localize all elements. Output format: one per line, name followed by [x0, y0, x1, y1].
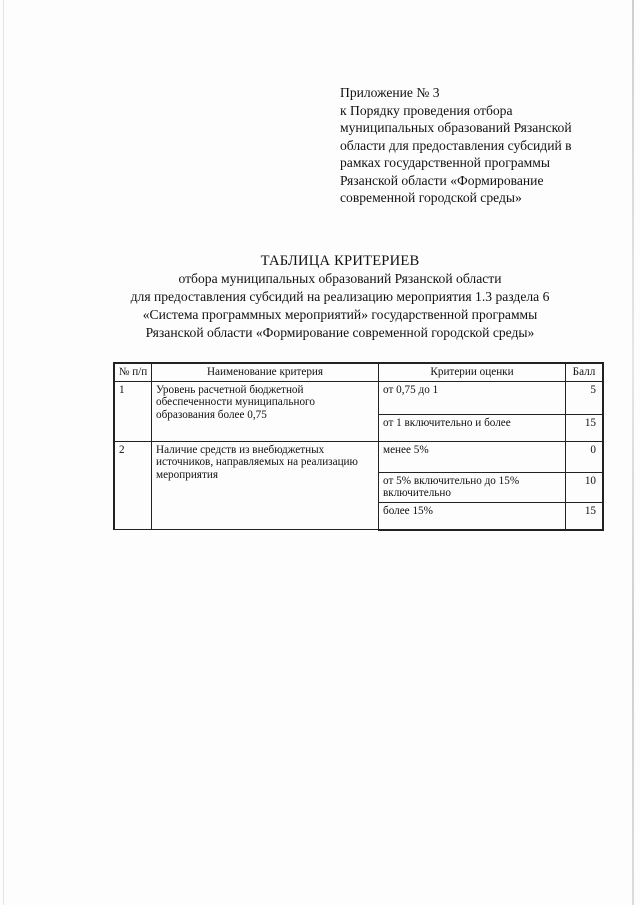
appendix-line: современной городской среды» — [340, 190, 522, 205]
evaluation-cell: от 5% включительно до 15% включительно — [379, 472, 566, 502]
criterion-name: Наличие средств из внебюджетных источников, направляемых на реализацию мероприятия — [152, 441, 379, 530]
document-heading — [60, 252, 620, 342]
criterion-num: 1 — [114, 381, 152, 441]
appendix-line: к Порядку проведения отбора — [340, 102, 513, 118]
criterion-name: Уровень расчетной бюджетной обеспеченности муниципального образования более 0,75 — [152, 381, 379, 441]
appendix-note — [340, 84, 610, 207]
table-row — [114, 381, 603, 414]
criteria-table — [113, 362, 604, 531]
table-header-row — [114, 363, 603, 381]
header-name: Наименование критерия — [152, 363, 379, 381]
scan-edge-right — [632, 0, 634, 905]
evaluation-cell: от 1 включительно и более — [379, 414, 566, 441]
score-cell: 5 — [566, 381, 604, 414]
appendix-line: Рязанской области «Формирование — [340, 172, 544, 188]
heading-line: отбора муниципальных образований Рязанской области — [178, 271, 502, 286]
header-score: Балл — [566, 363, 604, 381]
score-cell: 15 — [566, 502, 604, 530]
header-eval: Критерии оценки — [379, 363, 566, 381]
header-num: № п/п — [114, 363, 152, 381]
evaluation-cell: от 0,75 до 1 — [379, 381, 566, 414]
heading-line: для предоставления субсидий на реализацию мероприятия 1.3 раздела 6 — [130, 289, 550, 304]
score-cell: 15 — [566, 414, 604, 441]
appendix-line: области для предоставления субсидий в — [340, 137, 572, 153]
evaluation-cell: менее 5% — [379, 441, 566, 472]
appendix-line: рамках государственной программы — [340, 155, 550, 170]
scan-edge-left — [3, 0, 4, 905]
document-title: ТАБЛИЦА КРИТЕРИЕВ — [260, 253, 420, 269]
heading-line: Рязанской области «Формирование современной городской среды» — [145, 325, 535, 340]
score-cell: 10 — [566, 472, 604, 502]
heading-line: «Система программных мероприятий» государственной программы — [142, 307, 538, 322]
score-cell: 0 — [566, 441, 604, 472]
appendix-line: муниципальных образований Рязанской — [340, 120, 572, 135]
appendix-line: Приложение № 3 — [340, 85, 440, 100]
evaluation-cell: более 15% — [379, 502, 566, 530]
criterion-num: 2 — [114, 441, 152, 530]
table-row — [114, 441, 603, 472]
